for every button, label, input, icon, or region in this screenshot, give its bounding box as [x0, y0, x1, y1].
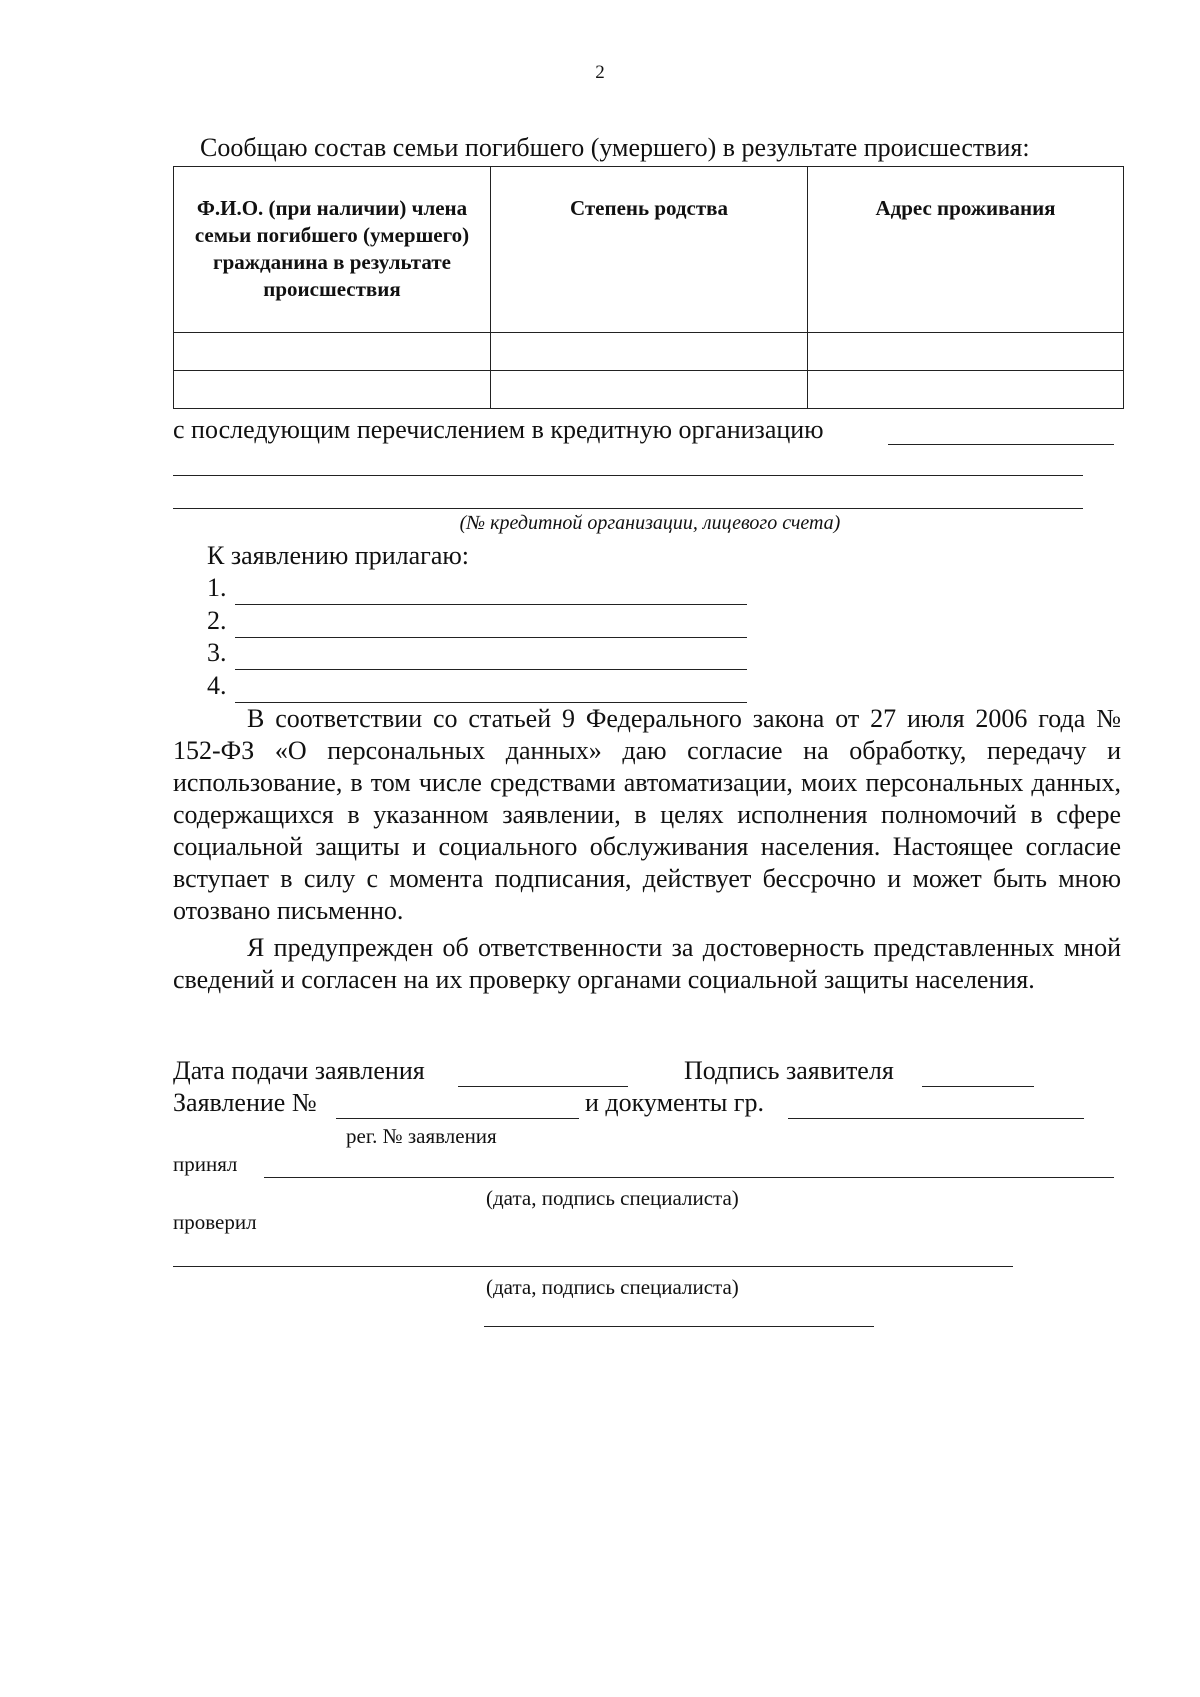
- accepted-field[interactable]: [264, 1177, 1114, 1178]
- credit-org-field[interactable]: [888, 444, 1114, 445]
- documents-label: и документы гр.: [585, 1088, 764, 1117]
- page-number: 2: [595, 62, 605, 83]
- credit-transfer-text: с последующим перечислением в кредитную организацию: [173, 415, 824, 444]
- attachment-item: [207, 573, 747, 605]
- attachment-item: [207, 606, 747, 638]
- checked-signature-field[interactable]: [484, 1326, 874, 1327]
- credit-org-field-line-2[interactable]: [173, 475, 1083, 476]
- signature-label: Подпись заявителя: [684, 1056, 894, 1085]
- attachment-item: [207, 638, 747, 670]
- specialist-caption: (дата, подпись специалиста): [486, 1186, 739, 1210]
- table-cell-address[interactable]: [808, 333, 1124, 371]
- checked-label: проверил: [173, 1210, 257, 1234]
- date-field[interactable]: [458, 1086, 628, 1087]
- warning-paragraph: Я предупрежден об ответственности за достоверность представленных мной сведений и согласен на их проверку органами социальной защиты населения.: [173, 933, 1121, 994]
- specialist-caption: (дата, подпись специалиста): [486, 1275, 739, 1299]
- attachment-number: 4.: [207, 671, 227, 700]
- table-row: [174, 371, 1124, 409]
- attachment-field[interactable]: [235, 669, 747, 670]
- table-header-row: [174, 167, 1124, 333]
- checked-field[interactable]: [173, 1266, 1013, 1267]
- table-cell-fio[interactable]: [174, 333, 491, 371]
- accepted-label: принял: [173, 1152, 238, 1176]
- credit-org-field-line-3[interactable]: [173, 508, 1083, 509]
- attachment-field[interactable]: [235, 604, 747, 605]
- application-number-field[interactable]: [336, 1118, 579, 1119]
- documents-field[interactable]: [788, 1118, 1084, 1119]
- signature-field[interactable]: [922, 1086, 1034, 1087]
- header-address: Адрес проживания: [808, 167, 1124, 333]
- table-row: [174, 333, 1124, 371]
- attachments-title: К заявлению прилагаю:: [207, 541, 470, 570]
- credit-org-caption: (№ кредитной организации, лицевого счета): [459, 512, 841, 534]
- attachment-item: [207, 671, 747, 703]
- header-relation: Степень родства: [491, 167, 808, 333]
- table-cell-fio[interactable]: [174, 371, 491, 409]
- application-number-label: Заявление №: [173, 1088, 317, 1117]
- header-fio: Ф.И.О. (при наличии) члена семьи погибшего (умершего) гражданина в результате происшествия: [174, 167, 491, 333]
- date-label: Дата подачи заявления: [173, 1056, 425, 1085]
- table-cell-relation[interactable]: [491, 371, 808, 409]
- table-cell-relation[interactable]: [491, 333, 808, 371]
- family-intro-text: Сообщаю состав семьи погибшего (умершего) в результате происшествия:: [200, 133, 1030, 162]
- consent-paragraph: В соответствии со статьей 9 Федерального закона от 27 июля 2006 года № 152-ФЗ «О персональных данных» даю согласие на обработку, передачу и использование, в том числе средствами автоматизации, моих персональных данных, содержащихся в указанном заявлении, в целях исполнения полномочий в сфере социальной защиты и социального обслуживания населения. Настоящее согласие вступает в силу с момента подписания, действует бессрочно и может быть мною отозвано письменно.: [173, 704, 1121, 925]
- attachment-number: 2.: [207, 606, 227, 635]
- attachment-number: 3.: [207, 638, 227, 667]
- family-table: [173, 166, 1124, 409]
- reg-number-caption: рег. № заявления: [346, 1124, 497, 1148]
- table-cell-address[interactable]: [808, 371, 1124, 409]
- attachment-number: 1.: [207, 573, 227, 602]
